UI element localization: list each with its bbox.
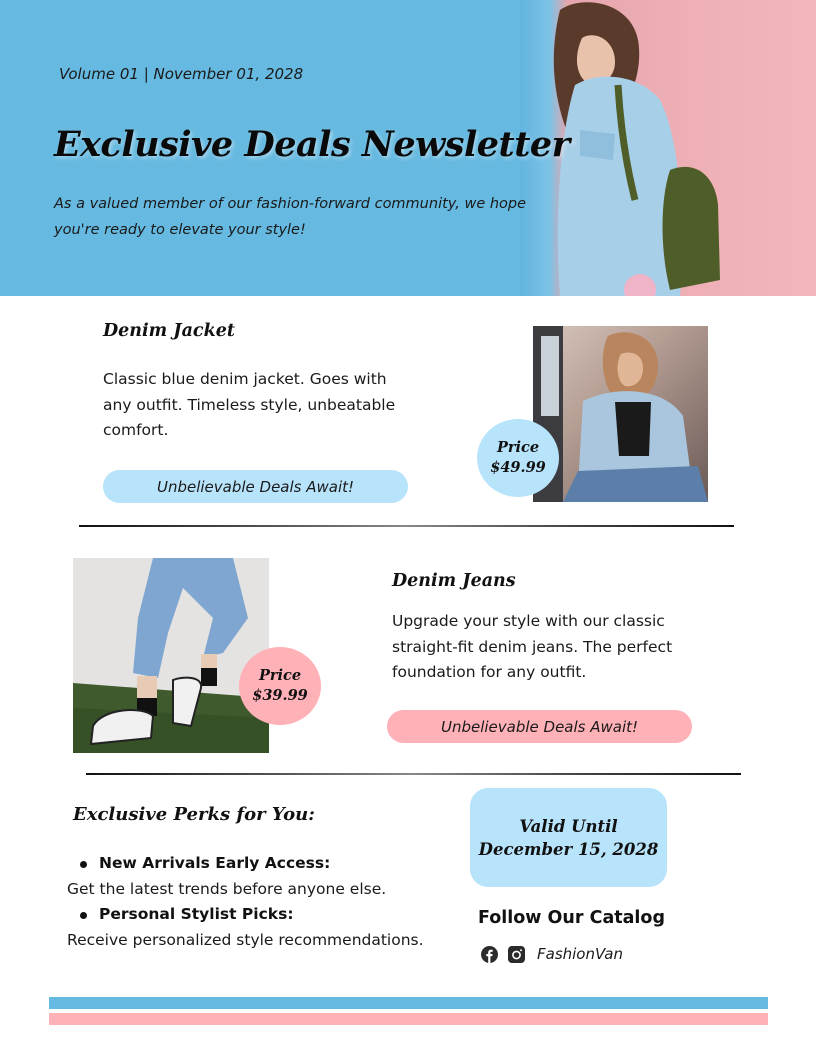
deals-button[interactable]: Unbelievable Deals Await! xyxy=(387,710,692,743)
price-label: Price xyxy=(258,667,302,684)
section-divider xyxy=(86,773,741,775)
product-name: Denim Jacket xyxy=(103,321,235,341)
footer-bar-pink xyxy=(49,1013,768,1025)
bullet-icon xyxy=(80,912,87,919)
jeans-model-illustration xyxy=(73,558,269,753)
price-value: $39.99 xyxy=(252,687,308,704)
product-name: Denim Jeans xyxy=(392,571,516,591)
perk-heading: Personal Stylist Picks: xyxy=(99,905,294,923)
section-divider xyxy=(79,525,734,527)
perk-body: Get the latest trends before anyone else. xyxy=(67,880,387,898)
footer-bar-blue xyxy=(49,997,768,1009)
price-value: $49.99 xyxy=(490,459,546,476)
validity-box xyxy=(470,788,667,887)
deals-button[interactable]: Unbelievable Deals Await! xyxy=(103,470,408,503)
price-label: Price xyxy=(496,439,540,456)
price-badge xyxy=(477,419,559,497)
volume-date-line: Volume 01 | November 01, 2028 xyxy=(59,65,304,83)
product-description: Classic blue denim jacket. Goes with any outfit. Timeless style, unbeatable comfort. xyxy=(103,370,396,439)
perks-title: Exclusive Perks for You: xyxy=(73,804,315,825)
valid-until-date: December 15, 2028 xyxy=(478,839,659,859)
instagram-icon[interactable] xyxy=(508,946,525,963)
product-photo-denim-jeans xyxy=(73,558,269,753)
product-description: Upgrade your style with our classic straight-fit denim jeans. The perfect foundation for any outfit. xyxy=(392,612,673,681)
facebook-icon[interactable] xyxy=(481,946,498,963)
newsletter-subtitle: As a valued member of our fashion-forward community, we hope you're ready to elevate your style! xyxy=(54,196,527,238)
follow-title: Follow Our Catalog xyxy=(478,908,665,928)
product-photo-denim-jacket xyxy=(533,326,708,502)
bullet-icon xyxy=(80,861,87,868)
social-links xyxy=(481,945,623,963)
jacket-model-illustration xyxy=(533,326,708,502)
valid-until-label: Valid Until xyxy=(519,816,618,836)
perk-body: Receive personalized style recommendations. xyxy=(67,931,424,949)
newsletter-title: Exclusive Deals Newsletter xyxy=(54,124,570,165)
social-handle[interactable]: FashionVan xyxy=(537,945,623,963)
perk-heading: New Arrivals Early Access: xyxy=(99,854,331,872)
price-badge xyxy=(239,647,321,725)
hero-banner xyxy=(0,0,816,296)
